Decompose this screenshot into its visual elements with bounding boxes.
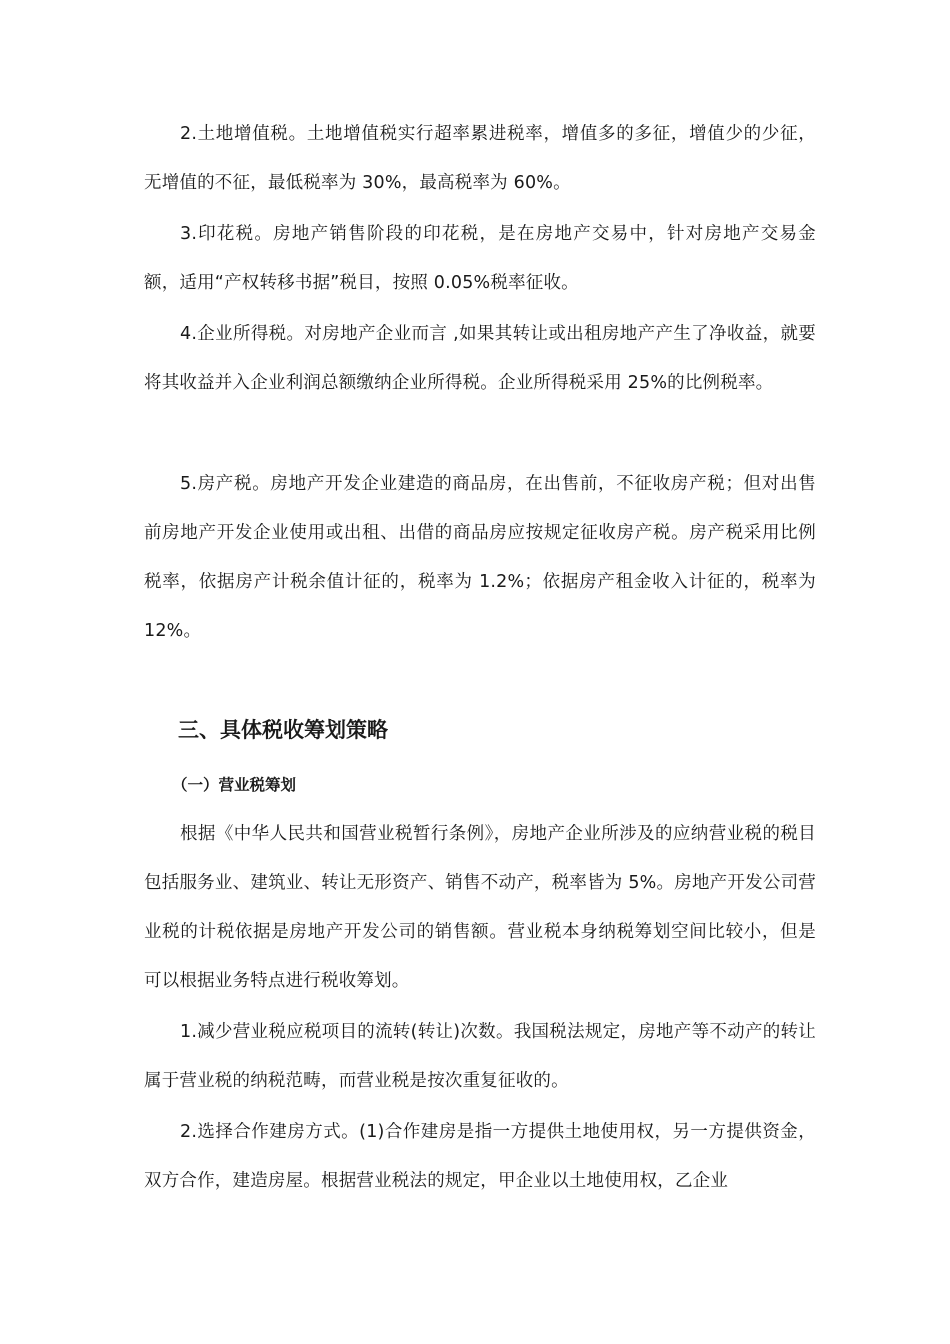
paragraph-business-tax-intro: 根据《中华人民共和国营业税暂行条例》，房地产企业所涉及的应纳营业税的税目包括服务业、建筑业、转让无形资产、销售不动产，税率皆为 5%。房地产开发公司营业税的计税依据是房地产开发公司的销售额。营业税本身纳税筹划空间比较小，但是可以根据业务特点进行税收筹划。	[144, 824, 816, 991]
section-heading: 三、具体税收筹划策略	[178, 718, 388, 742]
paragraph-stamp-tax: 3.印花税。房地产销售阶段的印花税，是在房地产交易中，针对房地产交易金额，适用“产权转移书据”税目，按照 0.05%税率征收。	[144, 224, 816, 293]
paragraph-property-tax: 5.房产税。房地产开发企业建造的商品房，在出售前，不征收房产税；但对出售前房地产开发企业使用或出租、出借的商品房应按规定征收房产税。房产税采用比例税率，依据房产计税余值计征的，税率为 1.2%；依据房产租金收入计征的，税率为 12%。	[144, 474, 816, 641]
paragraph-cooperative-building: 2.选择合作建房方式。(1)合作建房是指一方提供土地使用权，另一方提供资金，双方合作，建造房屋。根据营业税法的规定，甲企业以土地使用权，乙企业	[144, 1122, 816, 1191]
sub-heading: （一）营业税筹划	[172, 776, 297, 794]
paragraph-reduce-transfers: 1.减少营业税应税项目的流转(转让)次数。我国税法规定，房地产等不动产的转让属于营业税的纳税范畴，而营业税是按次重复征收的。	[144, 1022, 816, 1091]
paragraph-land-appreciation-tax: 2.土地增值税。土地增值税实行超率累进税率，增值多的多征，增值少的少征，无增值的不征，最低税率为 30%，最高税率为 60%。	[144, 124, 816, 193]
paragraph-corporate-income-tax: 4.企业所得税。对房地产企业而言 ,如果其转让或出租房地产产生了净收益，就要将其收益并入企业利润总额缴纳企业所得税。企业所得税采用 25%的比例税率。	[144, 324, 816, 393]
